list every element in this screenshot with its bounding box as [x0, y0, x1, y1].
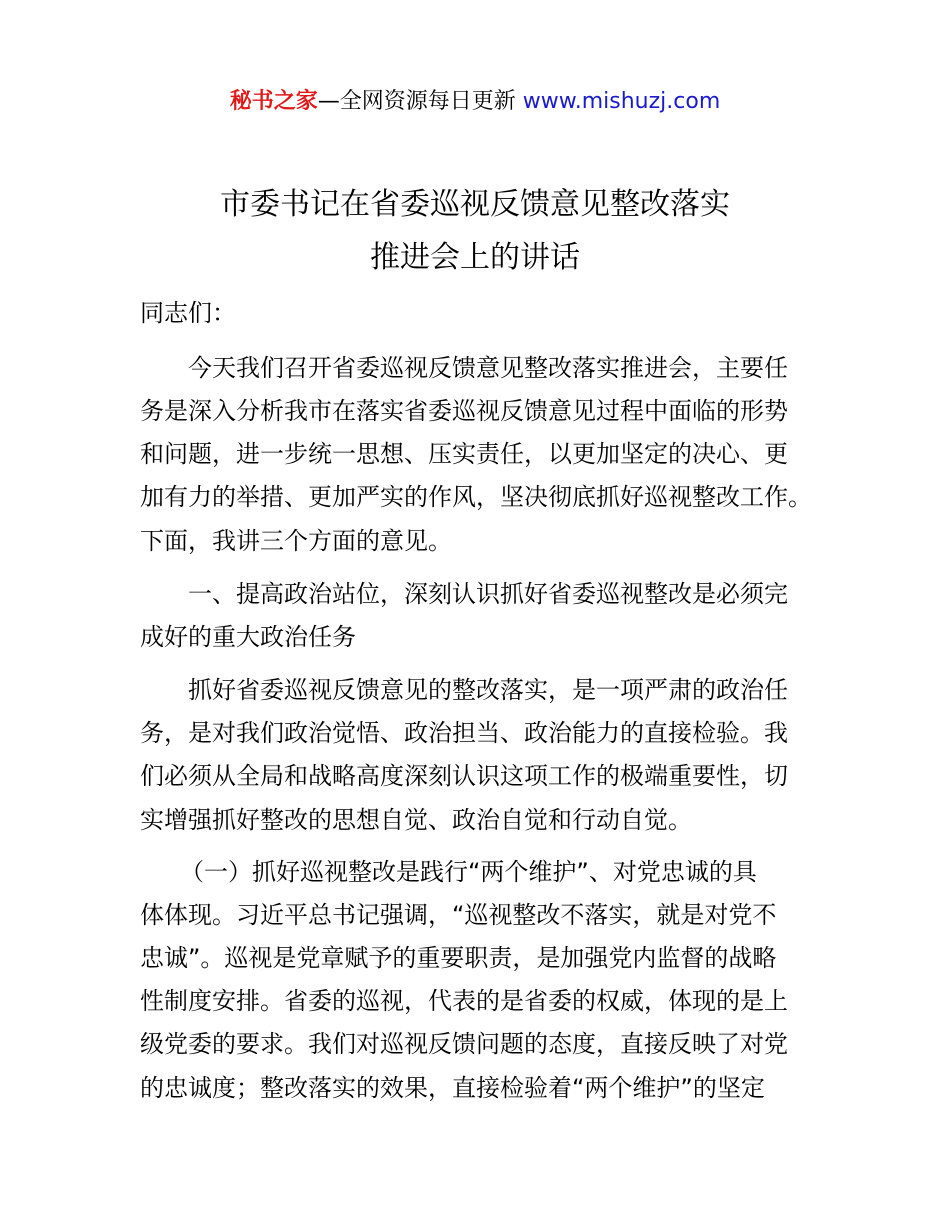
text-line: 性制度安排。省委的巡视，代表的是省委的权威，体现的是上 — [140, 987, 788, 1015]
text-line: （一）抓好巡视整改是践行“两个维护”、对党忠诚的具 — [180, 858, 757, 886]
salutation: 同志们： — [140, 299, 236, 327]
text-line: 务是深入分析我市在落实省委巡视反馈意见过程中面临的形势 — [140, 397, 788, 425]
text-line: 体体现。习近平总书记强调，“巡视整改不落实，就是对党不 — [140, 901, 777, 929]
header-tagline: —全网资源每日更新 — [317, 89, 523, 114]
text-line: 和问题，进一步统一思想、压实责任，以更加坚定的决心、更 — [140, 440, 788, 468]
text-line: 今天我们召开省委巡视反馈意见整改落实推进会，主要任 — [188, 354, 788, 382]
site-header — [0, 86, 950, 118]
text-line: 成好的重大政治任务 — [140, 623, 356, 651]
text-line: 下面，我讲三个方面的意见。 — [140, 527, 452, 555]
text-line: 务，是对我们政治觉悟、政治担当、政治能力的直接检验。我 — [140, 719, 788, 747]
text-line: 的忠诚度；整改落实的效果，直接检验着“两个维护”的坚定 — [140, 1074, 765, 1102]
text-line: 一、提高政治站位，深刻认识抓好省委巡视整改是必须完 — [188, 580, 788, 608]
brand-name: 秘书之家 — [229, 89, 318, 114]
text-line: 们必须从全局和战略高度深刻认识这项工作的极端重要性，切 — [140, 762, 788, 790]
text-line: 级党委的要求。我们对巡视反馈问题的态度，直接反映了对党 — [140, 1030, 788, 1058]
document-title-line-2: 推进会上的讲话 — [370, 240, 580, 275]
document-title-line-1: 市委书记在省委巡视反馈意见整改落实 — [220, 187, 730, 222]
text-line: 加有力的举措、更加严实的作风，坚决彻底抓好巡视整改工作。 — [140, 483, 812, 511]
text-line: 抓好省委巡视反馈意见的整改落实，是一项严肃的政治任 — [188, 676, 788, 704]
text-line: 忠诚”。巡视是党章赋予的重要职责，是加强党内监督的战略 — [140, 944, 777, 972]
text-line: 实增强抓好整改的思想自觉、政治自觉和行动自觉。 — [140, 806, 692, 834]
site-url[interactable]: www.mishuzj.com — [522, 89, 721, 114]
